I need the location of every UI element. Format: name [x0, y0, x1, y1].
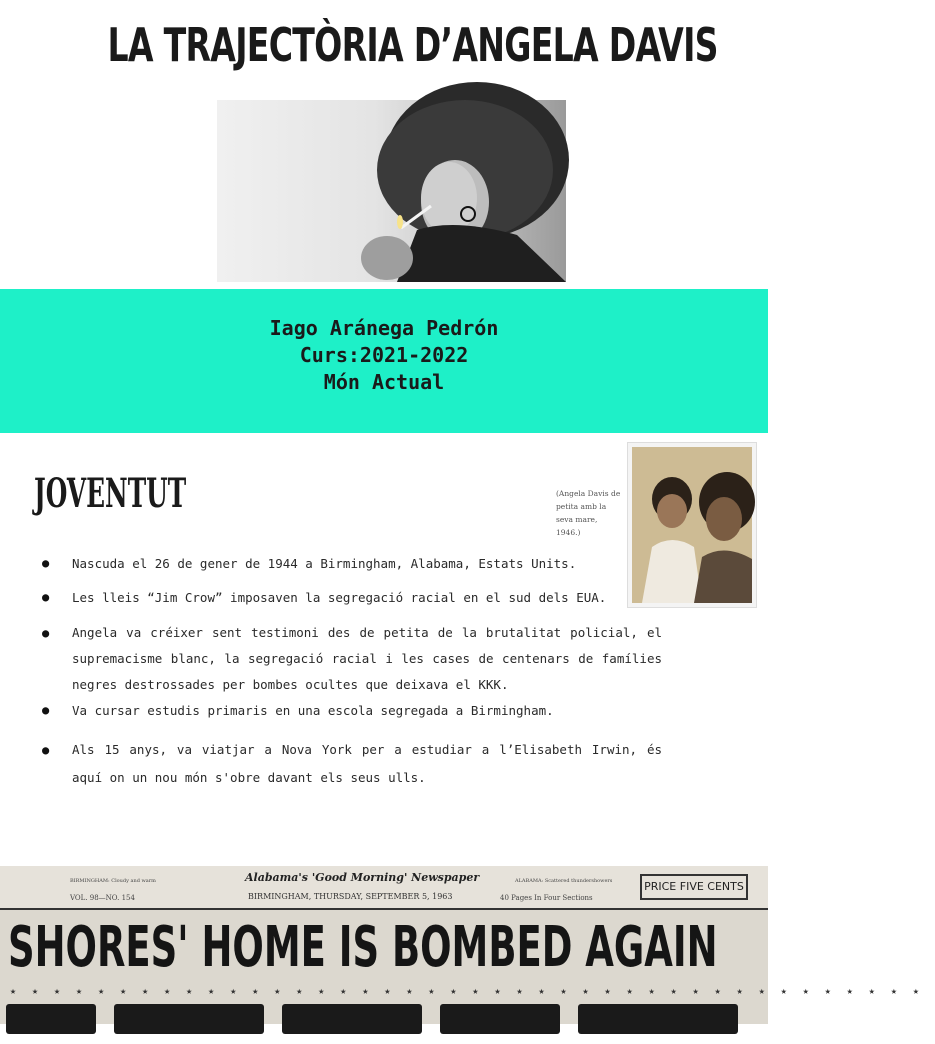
newspaper-clipping [0, 866, 935, 1024]
author-name: Iago Aránega Pedrón [269, 316, 499, 340]
newspaper-volume: VOL. 98—NO. 154 [70, 894, 135, 902]
newspaper-weather-left: BIRMINGHAM: Cloudy and warm [70, 878, 156, 884]
newspaper-masthead [0, 866, 768, 910]
newspaper-pages: 40 Pages In Four Sections [500, 894, 593, 902]
list-item: ● Les lleis “Jim Crow” imposaven la segregació racial en el sud dels EUA. [42, 588, 662, 607]
newspaper-cropped-text [6, 1004, 766, 1044]
newspaper-headline: SHORES' HOME IS BOMBED AGAIN [8, 915, 718, 980]
newspaper-date: BIRMINGHAM, THURSDAY, SEPTEMBER 5, 1963 [248, 892, 453, 901]
author-band [0, 289, 768, 433]
list-item: ● Als 15 anys, va viatjar a Nova York per a estudiar a l’Elisabeth Irwin, és aquí on un nou món s'obre davant els seus ulls. [42, 736, 662, 792]
newspaper-star-divider: ★★★★★★★★★★★★★★★★★★★★★★★★★★★★★★★★★★★★★★★★★★ [10, 986, 935, 997]
photo-caption: (Angela Davis de petita amb la seva mare, 1946.) [556, 489, 621, 537]
list-item: ● Angela va créixer sent testimoni des de petita de la brutalitat policial, el supremacisme blanc, la segregació racial i les cases de centenars de famílies negres destrossades per bombes ocultes que deixava el KKK. [42, 620, 662, 698]
newspaper-tagline: Alabama's 'Good Morning' Newspaper [245, 871, 480, 884]
page-title: LA TRAJECTÒRIA D’ANGELA DAVIS [107, 18, 718, 72]
angela-davis-photo-art [217, 100, 566, 282]
list-item: ● Nascuda el 26 de gener de 1944 a Birmingham, Alabama, Estats Units. [42, 554, 662, 573]
subject-name: Món Actual [323, 370, 445, 394]
course-year: Curs:2021-2022 [299, 343, 469, 367]
list-item: ● Va cursar estudis primaris en una escola segregada a Birmingham. [42, 701, 662, 720]
section-heading: JOVENTUT [34, 470, 187, 517]
newspaper-weather-right: ALABAMA: Scattered thundershowers [515, 878, 613, 884]
newspaper-price: PRICE FIVE CENTS [640, 874, 748, 900]
angela-davis-photo [217, 100, 566, 282]
youth-bullet-list [42, 554, 662, 792]
